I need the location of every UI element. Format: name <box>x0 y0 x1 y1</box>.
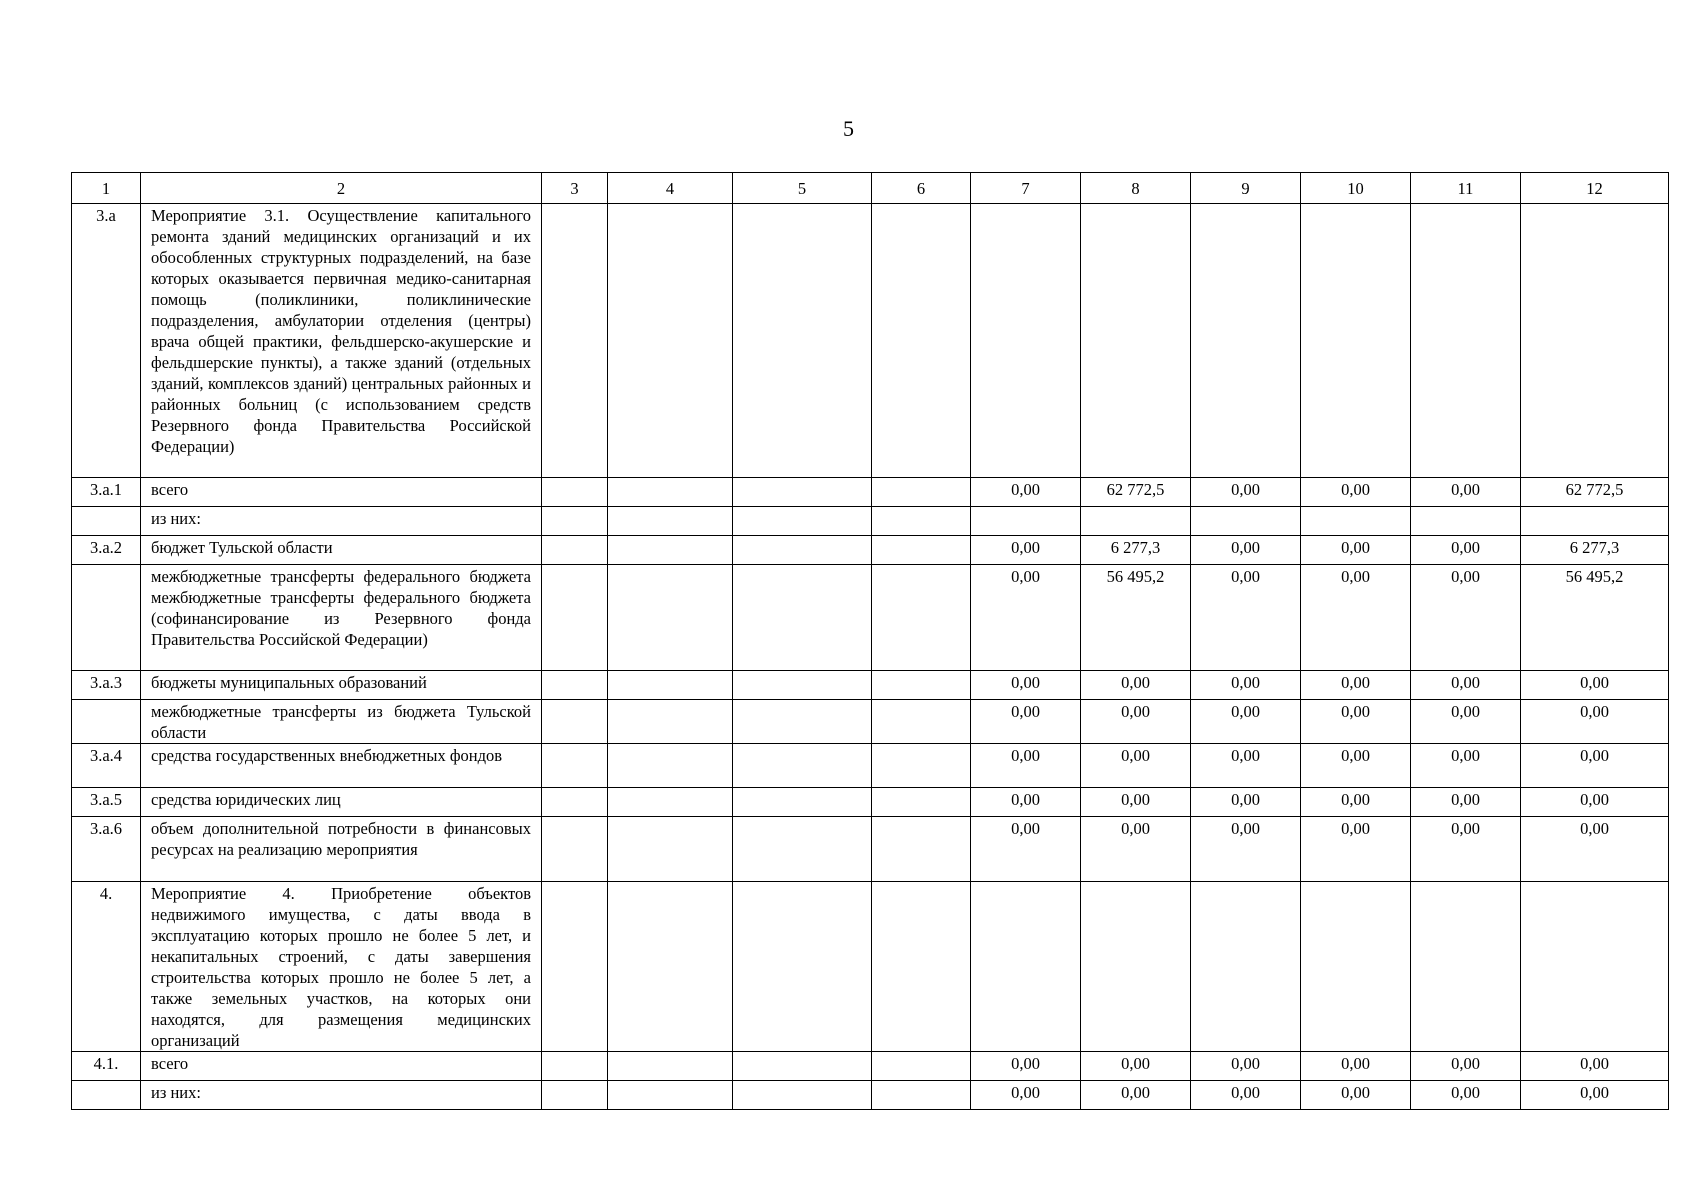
value-cell: 0,00 <box>1301 565 1411 671</box>
table-row <box>72 788 1669 817</box>
row-description: межбюджетные трансферты федерального бюджета межбюджетные трансферты федерального бюджета (софинансирование из Резервного фонда Правительства Российской Федерации) <box>141 565 542 671</box>
value-cell <box>733 507 872 536</box>
value-cell <box>1301 882 1411 1052</box>
value-cell <box>872 744 971 788</box>
value-cell <box>872 1052 971 1081</box>
column-header: 11 <box>1411 173 1521 204</box>
value-cell <box>733 744 872 788</box>
value-cell <box>1411 204 1521 478</box>
column-header: 12 <box>1521 173 1669 204</box>
value-cell <box>1191 204 1301 478</box>
value-cell <box>872 671 971 700</box>
column-header: 5 <box>733 173 872 204</box>
value-cell: 0,00 <box>971 700 1081 744</box>
value-cell <box>733 817 872 882</box>
row-description: бюджет Тульской области <box>141 536 542 565</box>
value-cell: 0,00 <box>1411 478 1521 507</box>
value-cell: 0,00 <box>971 671 1081 700</box>
value-cell <box>872 507 971 536</box>
value-cell <box>1411 882 1521 1052</box>
value-cell <box>608 565 733 671</box>
value-cell <box>971 507 1081 536</box>
table-row <box>72 204 1669 478</box>
table-row <box>72 507 1669 536</box>
value-cell: 0,00 <box>1081 788 1191 817</box>
header-row <box>72 173 1669 204</box>
value-cell <box>872 700 971 744</box>
table-row <box>72 817 1669 882</box>
value-cell <box>872 565 971 671</box>
row-description: из них: <box>141 507 542 536</box>
value-cell <box>1301 204 1411 478</box>
value-cell: 0,00 <box>1081 671 1191 700</box>
value-cell <box>872 478 971 507</box>
value-cell: 0,00 <box>1301 536 1411 565</box>
value-cell <box>542 788 608 817</box>
value-cell <box>542 882 608 1052</box>
value-cell <box>1081 507 1191 536</box>
value-cell <box>1411 507 1521 536</box>
value-cell: 0,00 <box>971 744 1081 788</box>
value-cell <box>872 204 971 478</box>
value-cell <box>608 536 733 565</box>
value-cell <box>872 1081 971 1110</box>
value-cell: 0,00 <box>1081 1081 1191 1110</box>
value-cell <box>542 1081 608 1110</box>
value-cell: 0,00 <box>1191 700 1301 744</box>
row-index: 3.а <box>72 204 141 478</box>
row-index <box>72 565 141 671</box>
value-cell: 0,00 <box>1521 817 1669 882</box>
column-header: 9 <box>1191 173 1301 204</box>
value-cell: 0,00 <box>1411 1081 1521 1110</box>
value-cell: 0,00 <box>1521 671 1669 700</box>
row-index <box>72 1081 141 1110</box>
value-cell <box>608 817 733 882</box>
value-cell <box>608 507 733 536</box>
value-cell <box>608 478 733 507</box>
value-cell: 0,00 <box>1191 817 1301 882</box>
row-index: 4. <box>72 882 141 1052</box>
value-cell: 62 772,5 <box>1081 478 1191 507</box>
value-cell: 0,00 <box>1191 565 1301 671</box>
value-cell <box>733 882 872 1052</box>
value-cell <box>608 744 733 788</box>
column-header: 1 <box>72 173 141 204</box>
value-cell: 0,00 <box>1191 788 1301 817</box>
value-cell <box>542 536 608 565</box>
value-cell <box>733 1081 872 1110</box>
row-description: средства юридических лиц <box>141 788 542 817</box>
column-header: 4 <box>608 173 733 204</box>
value-cell: 0,00 <box>1301 671 1411 700</box>
table-row <box>72 882 1669 1052</box>
value-cell: 0,00 <box>1191 744 1301 788</box>
row-index: 3.а.3 <box>72 671 141 700</box>
value-cell: 0,00 <box>1301 1052 1411 1081</box>
value-cell: 62 772,5 <box>1521 478 1669 507</box>
value-cell <box>872 536 971 565</box>
row-description: из них: <box>141 1081 542 1110</box>
value-cell <box>733 536 872 565</box>
value-cell: 0,00 <box>1301 788 1411 817</box>
value-cell: 0,00 <box>1301 817 1411 882</box>
table-row <box>72 1081 1669 1110</box>
value-cell: 0,00 <box>1191 1081 1301 1110</box>
value-cell: 0,00 <box>971 565 1081 671</box>
row-index: 3.а.5 <box>72 788 141 817</box>
table-row <box>72 671 1669 700</box>
value-cell: 0,00 <box>1521 1081 1669 1110</box>
value-cell: 0,00 <box>1521 700 1669 744</box>
value-cell: 0,00 <box>971 817 1081 882</box>
value-cell: 0,00 <box>1191 536 1301 565</box>
value-cell: 56 495,2 <box>1521 565 1669 671</box>
row-index: 3.а.6 <box>72 817 141 882</box>
value-cell <box>542 1052 608 1081</box>
value-cell <box>1301 507 1411 536</box>
column-header: 3 <box>542 173 608 204</box>
row-description: Мероприятие 3.1. Осуществление капитального ремонта зданий медицинских организаций и их обособленных структурных подразделений, на базе которых оказывается первичная медико-санитарная помощь (поликлиники, поликлинические подразделения, амбулатории отделения (центры) врача общей практики, фельдшерско-акушерские и фельдшерские пункты), а также зданий (отдельных зданий, комплексов зданий) центральных районных и районных больниц (с использованием средств Резервного фонда Правительства Российской Федерации) <box>141 204 542 478</box>
table-row <box>72 478 1669 507</box>
value-cell <box>1521 882 1669 1052</box>
value-cell <box>1521 204 1669 478</box>
value-cell: 0,00 <box>1411 700 1521 744</box>
value-cell: 56 495,2 <box>1081 565 1191 671</box>
value-cell: 0,00 <box>971 478 1081 507</box>
value-cell <box>733 204 872 478</box>
value-cell <box>1191 507 1301 536</box>
row-index: 3.а.4 <box>72 744 141 788</box>
value-cell <box>733 700 872 744</box>
value-cell <box>608 671 733 700</box>
row-index: 4.1. <box>72 1052 141 1081</box>
table-row <box>72 565 1669 671</box>
row-description: средства государственных внебюджетных фондов <box>141 744 542 788</box>
page-number: 5 <box>843 116 854 141</box>
value-cell: 0,00 <box>971 1081 1081 1110</box>
value-cell: 0,00 <box>1081 817 1191 882</box>
value-cell <box>733 1052 872 1081</box>
row-description: объем дополнительной потребности в финансовых ресурсах на реализацию мероприятия <box>141 817 542 882</box>
funding-table <box>71 172 1669 1110</box>
value-cell: 0,00 <box>1081 1052 1191 1081</box>
row-description: Мероприятие 4. Приобретение объектов недвижимого имущества, с даты ввода в эксплуатацию которых прошло не более 5 лет, и некапитальных строений, с даты завершения строительства которых прошло не более 5 лет, а также земельных участков, на которых они находятся, для размещения медицинских организаций <box>141 882 542 1052</box>
value-cell: 0,00 <box>1411 817 1521 882</box>
value-cell: 0,00 <box>1301 700 1411 744</box>
value-cell <box>608 1052 733 1081</box>
value-cell: 0,00 <box>1301 478 1411 507</box>
value-cell <box>542 700 608 744</box>
column-header: 6 <box>872 173 971 204</box>
value-cell: 0,00 <box>1411 536 1521 565</box>
value-cell: 0,00 <box>1521 788 1669 817</box>
value-cell <box>608 788 733 817</box>
value-cell <box>733 788 872 817</box>
row-description: всего <box>141 478 542 507</box>
value-cell <box>608 700 733 744</box>
value-cell: 0,00 <box>1411 1052 1521 1081</box>
value-cell: 0,00 <box>971 1052 1081 1081</box>
table-row <box>72 744 1669 788</box>
value-cell: 0,00 <box>1411 565 1521 671</box>
value-cell <box>542 744 608 788</box>
value-cell: 6 277,3 <box>1521 536 1669 565</box>
value-cell: 0,00 <box>1301 744 1411 788</box>
row-index <box>72 700 141 744</box>
column-header: 8 <box>1081 173 1191 204</box>
row-description: всего <box>141 1052 542 1081</box>
value-cell <box>1521 507 1669 536</box>
value-cell <box>971 882 1081 1052</box>
value-cell: 0,00 <box>1411 744 1521 788</box>
value-cell <box>733 565 872 671</box>
value-cell: 0,00 <box>1191 478 1301 507</box>
value-cell: 0,00 <box>1301 1081 1411 1110</box>
value-cell <box>971 204 1081 478</box>
value-cell: 0,00 <box>1411 671 1521 700</box>
value-cell: 0,00 <box>971 788 1081 817</box>
column-header: 10 <box>1301 173 1411 204</box>
value-cell <box>608 1081 733 1110</box>
value-cell <box>542 507 608 536</box>
row-index: 3.а.1 <box>72 478 141 507</box>
value-cell: 0,00 <box>1081 744 1191 788</box>
row-index: 3.а.2 <box>72 536 141 565</box>
value-cell <box>1081 882 1191 1052</box>
value-cell: 6 277,3 <box>1081 536 1191 565</box>
table-row <box>72 536 1669 565</box>
value-cell: 0,00 <box>1191 1052 1301 1081</box>
column-header: 7 <box>971 173 1081 204</box>
value-cell: 0,00 <box>1521 744 1669 788</box>
value-cell <box>1081 204 1191 478</box>
column-header: 2 <box>141 173 542 204</box>
value-cell <box>542 565 608 671</box>
value-cell: 0,00 <box>1411 788 1521 817</box>
value-cell: 0,00 <box>1521 1052 1669 1081</box>
table-row <box>72 1052 1669 1081</box>
value-cell: 0,00 <box>1191 671 1301 700</box>
row-description: межбюджетные трансферты из бюджета Тульской области <box>141 700 542 744</box>
value-cell <box>1191 882 1301 1052</box>
value-cell <box>733 478 872 507</box>
table-row <box>72 700 1669 744</box>
value-cell: 0,00 <box>1081 700 1191 744</box>
value-cell: 0,00 <box>971 536 1081 565</box>
value-cell <box>733 671 872 700</box>
value-cell <box>872 817 971 882</box>
value-cell <box>542 204 608 478</box>
value-cell <box>608 204 733 478</box>
row-index <box>72 507 141 536</box>
value-cell <box>608 882 733 1052</box>
value-cell <box>542 478 608 507</box>
row-description: бюджеты муниципальных образований <box>141 671 542 700</box>
value-cell <box>872 882 971 1052</box>
value-cell <box>872 788 971 817</box>
value-cell <box>542 671 608 700</box>
value-cell <box>542 817 608 882</box>
